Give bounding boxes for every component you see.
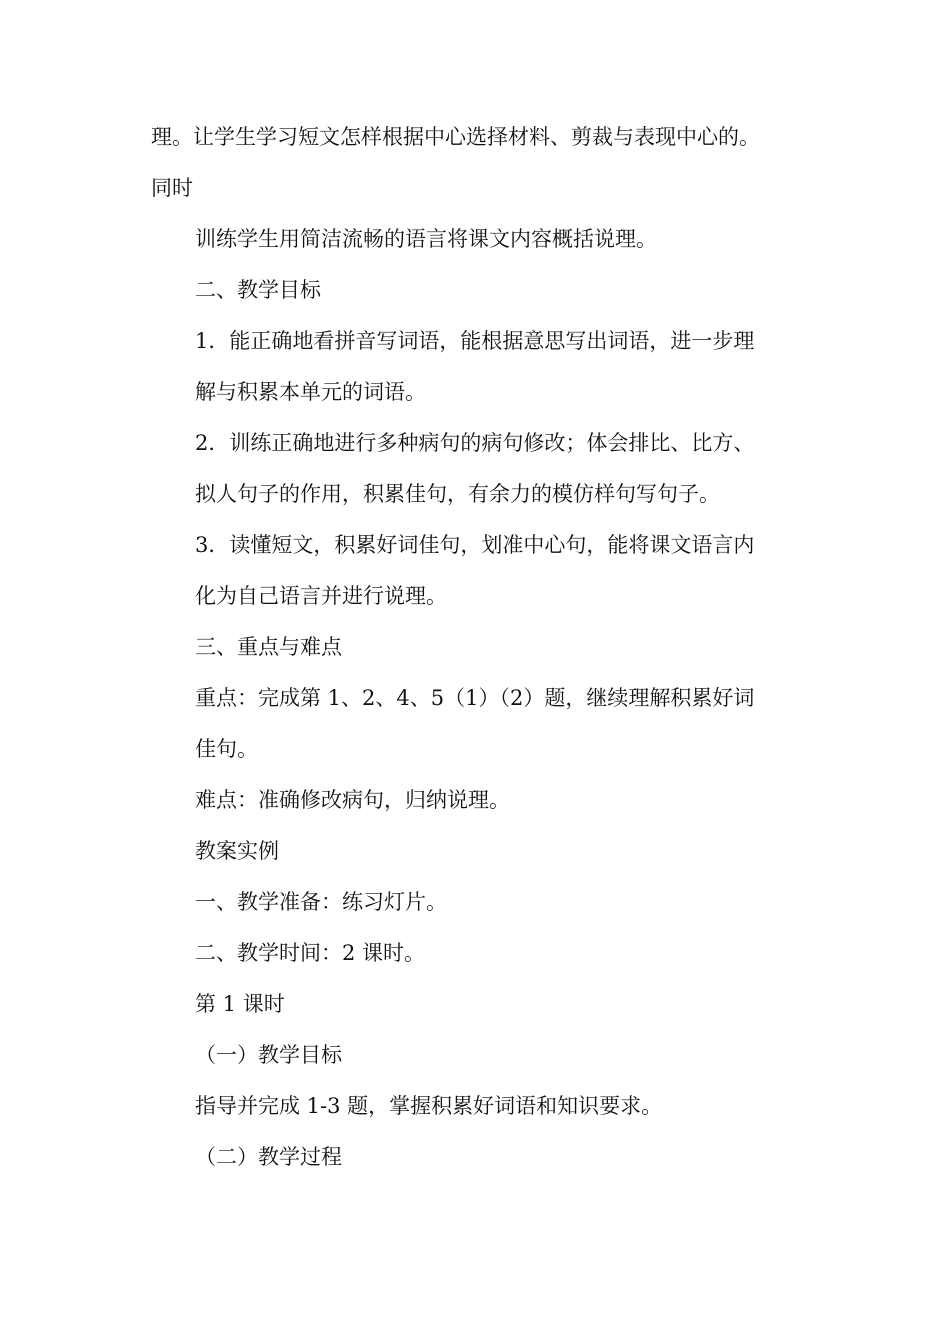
goal-item-3 (151, 520, 801, 622)
text-line: 解与积累本单元的词语。 (195, 380, 426, 404)
text-line: 难点：准确修改病句，归纳说理。 (195, 788, 510, 812)
teaching-time (151, 928, 801, 979)
text-line: 训练学生用简洁流畅的语言将课文内容概括说理。 (195, 227, 657, 251)
text-line: 教案实例 (195, 839, 279, 863)
text-line: 指导并完成 1-3 题，掌握积累好词语和知识要求。 (195, 1094, 663, 1118)
text-line: 一、教学准备：练习灯片。 (195, 890, 447, 914)
text-line: 三、重点与难点 (195, 635, 342, 659)
text-line: 拟人句子的作用，积累佳句，有余力的模仿样句写句子。 (195, 482, 720, 506)
text-line: 同时 (151, 176, 193, 200)
section-heading-teaching-goals (151, 265, 801, 316)
text-line: 3．读懂短文，积累好词佳句，划准中心句，能将课文语言内 (195, 533, 755, 557)
document-body (151, 112, 801, 1183)
subheading-teaching-process (151, 1132, 801, 1183)
subheading-teaching-goals (151, 1030, 801, 1081)
section-heading-key-points (151, 622, 801, 673)
key-point (151, 673, 801, 775)
goal-item-2 (151, 418, 801, 520)
text-line: 第 1 课时 (195, 992, 285, 1016)
text-line: 二、教学目标 (195, 278, 321, 302)
text-line: 佳句。 (195, 737, 258, 761)
paragraph (151, 1081, 801, 1132)
difficult-point (151, 775, 801, 826)
lesson-heading (151, 979, 801, 1030)
text-line: 二、教学时间：2 课时。 (195, 941, 426, 965)
section-heading-lesson-example (151, 826, 801, 877)
teaching-preparation (151, 877, 801, 928)
text-line: 1．能正确地看拼音写词语，能根据意思写出词语，进一步理 (195, 329, 755, 353)
text-line: （一）教学目标 (195, 1043, 342, 1067)
text-line: 重点：完成第 1、2、4、5（1）（2）题，继续理解积累好词 (195, 686, 755, 710)
text-line: 化为自己语言并进行说理。 (195, 584, 447, 608)
paragraph-continuation (151, 112, 801, 214)
paragraph (151, 214, 801, 265)
text-line: 理。让学生学习短文怎样根据中心选择材料、剪裁与表现中心的。 (151, 125, 760, 149)
goal-item-1 (151, 316, 801, 418)
text-line: 2．训练正确地进行多种病句的病句修改；体会排比、比方、 (195, 431, 755, 455)
text-line: （二）教学过程 (195, 1145, 342, 1169)
